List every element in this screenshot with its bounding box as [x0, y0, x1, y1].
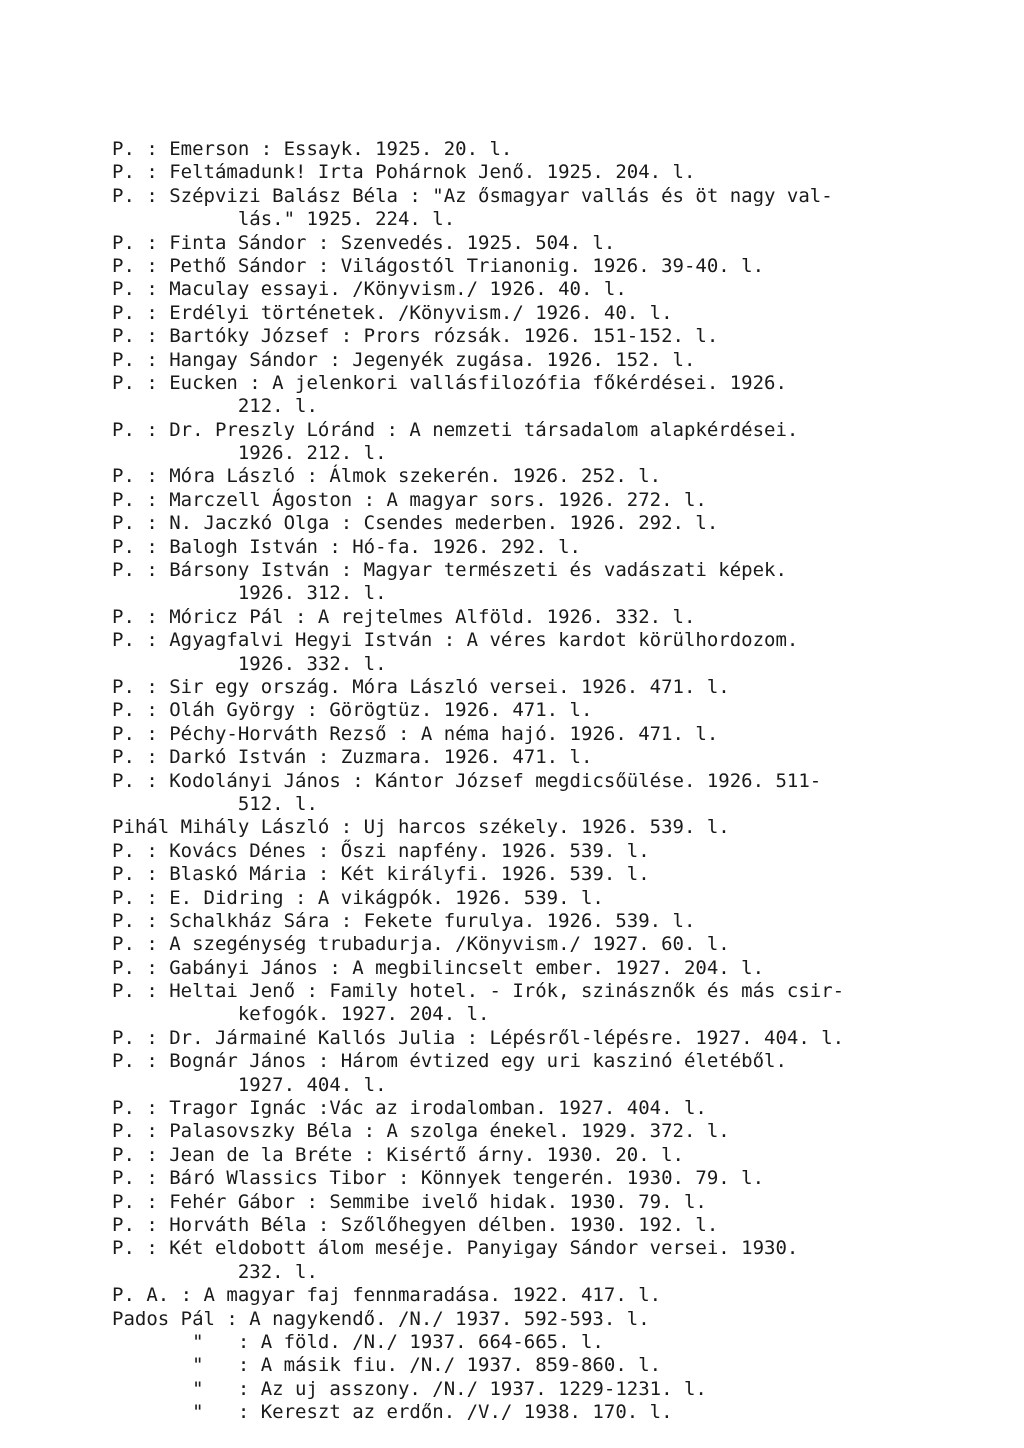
bibliography-line [112, 957, 992, 980]
bibliography-list [112, 138, 992, 1424]
bibliography-line [112, 559, 992, 582]
bibliography-line [112, 1027, 992, 1050]
bibliography-line [112, 512, 992, 535]
line-text: " : Kereszt az erdőn. /V./ 1938. 170. l. [112, 1401, 673, 1424]
line-text: P. : Pethő Sándor : Világostól Trianonig. 1926. 39-40. l. [112, 254, 765, 277]
bibliography-line [112, 489, 992, 512]
bibliography-line [112, 606, 992, 629]
bibliography-line [112, 1331, 992, 1354]
bibliography-line [112, 1308, 992, 1331]
line-text: P. : N. Jaczkó Olga : Csendes mederben. 1926. 292. l. [112, 512, 719, 535]
bibliography-line [112, 1237, 992, 1260]
bibliography-line [112, 1214, 992, 1237]
line-text: kefogók. 1927. 204. l. [112, 1003, 490, 1026]
line-text: P. : Erdélyi történetek. /Könyvism./ 1926. 40. l. [112, 301, 673, 324]
line-text: P. : Jean de la Bréte : Kisértő árny. 1930. 20. l. [112, 1143, 684, 1166]
line-text: P. : Balogh István : Hó-fa. 1926. 292. l. [112, 535, 581, 558]
bibliography-line [112, 1074, 992, 1097]
line-text: P. : Kovács Dénes : Őszi napfény. 1926. 539. l. [112, 839, 650, 862]
bibliography-line [112, 232, 992, 255]
line-text: P. : Tragor Ignác :Vác az irodalomban. 1927. 404. l. [112, 1097, 707, 1120]
line-text: P. : Sir egy ország. Móra László versei. 1926. 471. l. [112, 675, 730, 698]
bibliography-line [112, 933, 992, 956]
line-text: P. : Bognár János : Három évtized egy uri kaszinó életéből. [112, 1050, 787, 1073]
line-text: P. : Emerson : Essayk. 1925. 20. l. [112, 138, 513, 160]
bibliography-line [112, 793, 992, 816]
bibliography-line [112, 863, 992, 886]
line-text: Pihál Mihály László : Uj harcos székely. 1926. 539. l. [112, 816, 730, 839]
bibliography-line [112, 653, 992, 676]
line-text: P. : Két eldobott álom meséje. Panyigay Sándor versei. 1930. [112, 1237, 799, 1260]
line-text: P. : Oláh György : Görögtüz. 1926. 471. l. [112, 699, 593, 722]
line-text: P. : Schalkház Sára : Fekete furulya. 1926. 539. l. [112, 909, 696, 932]
bibliography-line [112, 582, 992, 605]
line-text: P. : Darkó István : Zuzmara. 1926. 471. l. [112, 746, 593, 769]
line-text: 512. l. [112, 792, 318, 815]
bibliography-line [112, 442, 992, 465]
line-text: P. : Szépvizi Balász Béla : "Az ősmagyar vallás és öt nagy val- [112, 184, 833, 207]
bibliography-line [112, 840, 992, 863]
bibliography-line [112, 1050, 992, 1073]
line-text: P. : Dr. Preszly Lóránd : A nemzeti társadalom alapkérdései. [112, 418, 799, 441]
line-text: " : A másik fiu. /N./ 1937. 859-860. l. [112, 1354, 662, 1377]
line-text: P. : Finta Sándor : Szenvedés. 1925. 504. l. [112, 231, 616, 254]
bibliography-line [112, 185, 992, 208]
bibliography-line [112, 699, 992, 722]
line-text: P. : Feltámadunk! Irta Pohárnok Jenő. 1925. 204. l. [112, 161, 696, 184]
line-text: P. : Blaskó Mária : Két királyfi. 1926. 539. l. [112, 863, 650, 886]
bibliography-line [112, 1284, 992, 1307]
line-text: P. : Horváth Béla : Szőlőhegyen délben. 1930. 192. l. [112, 1213, 719, 1236]
line-text: " : Az uj asszony. /N./ 1937. 1229-1231. l. [112, 1377, 707, 1400]
bibliography-line [112, 770, 992, 793]
line-text: P. : Hangay Sándor : Jegenyék zugása. 1926. 152. l. [112, 348, 696, 371]
bibliography-line [112, 1167, 992, 1190]
line-text: 1926. 212. l. [112, 442, 387, 465]
line-text: 1926. 332. l. [112, 652, 387, 675]
line-text: P. : Maculay essayi. /Könyvism./ 1926. 40. l. [112, 278, 627, 301]
bibliography-line [112, 676, 992, 699]
line-text: Pados Pál : A nagykendő. /N./ 1937. 592-593. l. [112, 1307, 650, 1330]
line-text: 1927. 404. l. [112, 1073, 387, 1096]
bibliography-line [112, 395, 992, 418]
bibliography-line [112, 465, 992, 488]
bibliography-line [112, 349, 992, 372]
bibliography-line [112, 910, 992, 933]
line-text: lás." 1925. 224. l. [112, 208, 456, 231]
line-text: P. : Marczell Ágoston : A magyar sors. 1926. 272. l. [112, 488, 707, 511]
bibliography-line [112, 1191, 992, 1214]
bibliography-line [112, 1120, 992, 1143]
bibliography-line [112, 1003, 992, 1026]
bibliography-line [112, 325, 992, 348]
line-text: P. : Heltai Jenő : Family hotel. - Irók, szinásznők és más csir- [112, 980, 845, 1003]
bibliography-line [112, 278, 992, 301]
line-text: P. : Gabányi János : A megbilincselt ember. 1927. 204. l. [112, 956, 765, 979]
line-text: P. : A szegénység trubadurja. /Könyvism./ 1927. 60. l. [112, 933, 730, 956]
bibliography-line [112, 536, 992, 559]
bibliography-line [112, 1354, 992, 1377]
bibliography-line [112, 1144, 992, 1167]
bibliography-line [112, 629, 992, 652]
line-text: P. : E. Didring : A vikágpók. 1926. 539. l. [112, 886, 604, 909]
line-text: P. : Fehér Gábor : Semmibe ivelő hidak. 1930. 79. l. [112, 1190, 707, 1213]
line-text: P. : Eucken : A jelenkori vallásfilozófia főkérdései. 1926. [112, 371, 787, 394]
bibliography-line [112, 161, 992, 184]
bibliography-line [112, 1401, 992, 1424]
bibliography-line [112, 138, 992, 161]
line-text: P. : Báró Wlassics Tibor : Könnyek tengerén. 1930. 79. l. [112, 1167, 765, 1190]
line-text: 232. l. [112, 1260, 318, 1283]
line-text: P. : Bársony István : Magyar természeti és vadászati képek. [112, 559, 787, 582]
bibliography-line [112, 887, 992, 910]
bibliography-line [112, 1378, 992, 1401]
bibliography-line [112, 419, 992, 442]
line-text: 212. l. [112, 395, 318, 418]
bibliography-line [112, 816, 992, 839]
bibliography-line [112, 208, 992, 231]
bibliography-line [112, 1261, 992, 1284]
line-text: P. : Agyagfalvi Hegyi István : A véres kardot körülhordozom. [112, 629, 799, 652]
line-text: P. : Móra László : Álmok szekerén. 1926. 252. l. [112, 465, 662, 488]
line-text: P. : Kodolányi János : Kántor József megdicsőülése. 1926. 511- [112, 769, 822, 792]
line-text: P. : Péchy-Horváth Rezső : A néma hajó. 1926. 471. l. [112, 722, 719, 745]
line-text: P. : Bartóky József : Prors rózsák. 1926. 151-152. l. [112, 325, 719, 348]
bibliography-line [112, 255, 992, 278]
line-text: P. A. : A magyar faj fennmaradása. 1922. 417. l. [112, 1284, 662, 1307]
line-text: " : A föld. /N./ 1937. 664-665. l. [112, 1330, 604, 1353]
bibliography-line [112, 980, 992, 1003]
bibliography-line [112, 746, 992, 769]
line-text: 1926. 312. l. [112, 582, 387, 605]
bibliography-line [112, 372, 992, 395]
bibliography-line [112, 723, 992, 746]
line-text: P. : Palasovszky Béla : A szolga énekel. 1929. 372. l. [112, 1120, 730, 1143]
bibliography-line [112, 302, 992, 325]
bibliography-line [112, 1097, 992, 1120]
line-text: P. : Móricz Pál : A rejtelmes Alföld. 1926. 332. l. [112, 605, 696, 628]
line-text: P. : Dr. Jármainé Kallós Julia : Lépésről-lépésre. 1927. 404. l. [112, 1026, 845, 1049]
